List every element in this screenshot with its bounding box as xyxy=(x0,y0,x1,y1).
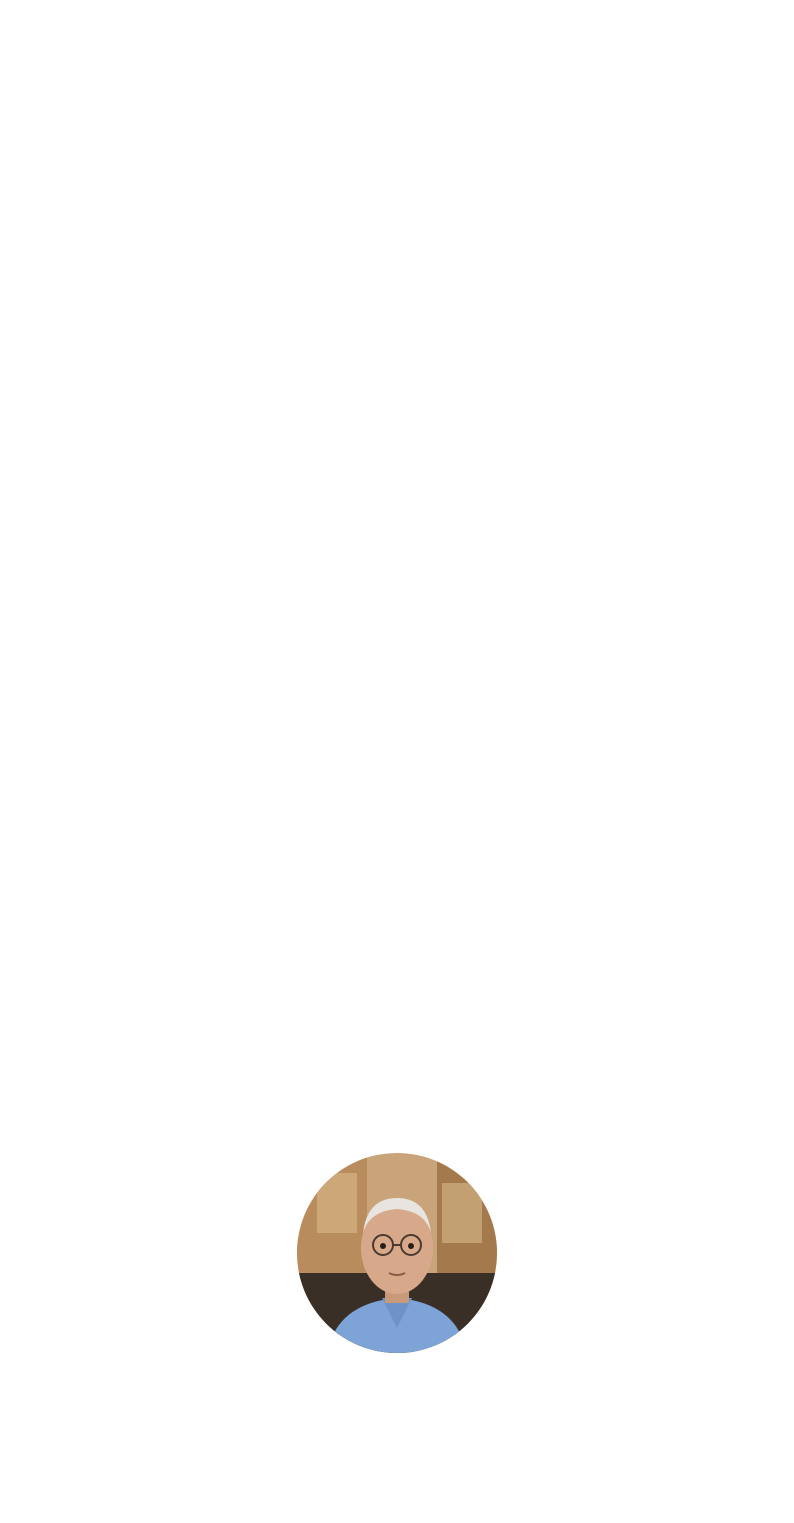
document-body xyxy=(8,0,786,8)
author-avatar xyxy=(297,1153,497,1353)
author-portrait-icon xyxy=(297,1153,497,1353)
